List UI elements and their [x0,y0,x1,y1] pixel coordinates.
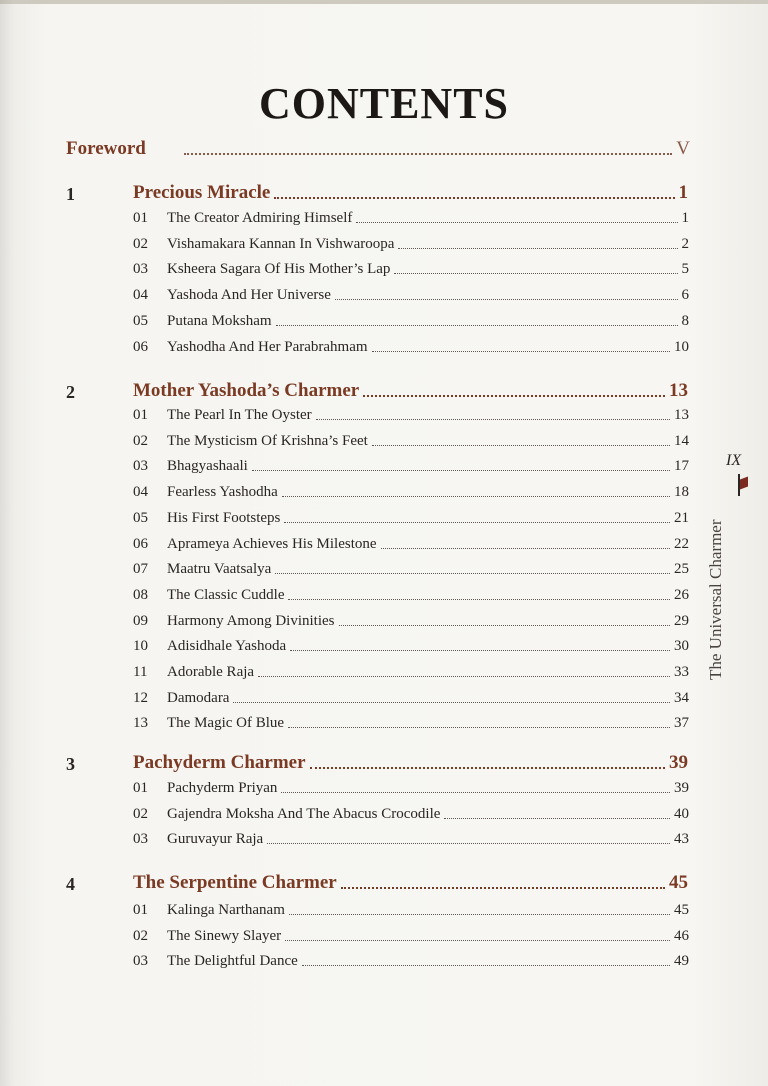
dot-leader [310,767,665,769]
entry-title: Kalinga Narthanam [167,902,285,918]
entry-number: 05 [133,313,148,329]
entry-number: 12 [133,690,148,706]
dot-leader [285,940,670,941]
dot-leader [335,299,678,300]
side-running-header [702,450,762,690]
entry-title: Yashodha And Her Parabrahmam [167,339,368,355]
entry-title: His First Footsteps [167,510,281,526]
foreword-page: V [676,138,690,159]
dot-leader [394,273,677,274]
toc-entry[interactable] [133,638,689,655]
entry-title: Adorable Raja [167,664,255,680]
toc-entry[interactable] [133,806,689,823]
entry-page: 13 [674,407,689,423]
entry-number: 05 [133,510,148,526]
dot-leader [267,843,670,844]
toc-entry[interactable] [133,690,689,707]
entry-page: 6 [681,287,689,303]
toc-entry[interactable] [133,407,689,424]
toc-entry[interactable] [133,902,689,919]
page-title: CONTENTS [258,79,510,128]
entry-page: 30 [674,638,689,654]
entry-page: 8 [681,313,689,329]
entry-page: 5 [681,261,689,277]
entry-number: 03 [133,458,148,474]
toc-entry[interactable] [133,339,689,356]
dot-leader [276,325,678,326]
toc-entry[interactable] [133,458,689,475]
entry-title: Pachyderm Priyan [167,780,278,796]
entry-page: 1 [681,210,689,226]
entry-number: 06 [133,339,148,355]
entry-title: Damodara [167,690,230,706]
entry-title: Fearless Yashodha [167,484,278,500]
toc-entry[interactable] [133,313,689,330]
dot-leader [288,599,670,600]
entry-title: The Classic Cuddle [167,587,285,603]
entry-page: 39 [674,780,689,796]
entry-number: 07 [133,561,148,577]
entry-title: The Magic Of Blue [167,715,285,731]
entry-title: Yashoda And Her Universe [167,287,331,303]
dot-leader [288,727,670,728]
toc-entry[interactable] [133,928,689,945]
dot-leader [356,222,677,223]
entry-page: 18 [674,484,689,500]
dot-leader [363,395,665,397]
entry-page: 40 [674,806,689,822]
toc-entry[interactable] [133,613,689,630]
entry-number: 02 [133,928,148,944]
toc-entry[interactable] [133,561,689,578]
section-number: 1 [66,184,75,204]
dot-leader [233,702,670,703]
entry-number: 01 [133,210,148,226]
page-number-roman: IX [726,452,742,469]
entry-page: 46 [674,928,689,944]
entry-number: 03 [133,261,148,277]
section-title: Pachyderm Charmer [133,752,306,773]
toc-entry[interactable] [133,715,689,732]
entry-number: 09 [133,613,148,629]
section-page: 39 [669,752,688,773]
dot-leader [289,914,670,915]
entry-number: 02 [133,433,148,449]
entry-title: The Pearl In The Oyster [167,407,312,423]
entry-title: Maatru Vaatsalya [167,561,272,577]
entry-number: 10 [133,638,148,654]
entry-title: Aprameya Achieves His Milestone [167,536,377,552]
entry-page: 25 [674,561,689,577]
entry-title: The Sinewy Slayer [167,928,282,944]
entry-page: 17 [674,458,689,474]
toc-entry[interactable] [133,831,689,848]
section-page: 13 [669,380,688,401]
dot-leader [316,419,670,420]
dot-leader [274,197,674,199]
dot-leader [372,445,670,446]
dot-leader [281,792,670,793]
dot-leader [282,496,670,497]
ribbon-mark-icon [740,477,748,490]
entry-number: 01 [133,780,148,796]
dot-leader [275,573,670,574]
section-number: 3 [66,754,75,774]
entry-number: 01 [133,407,148,423]
entry-page: 14 [674,433,689,449]
entry-number: 02 [133,806,148,822]
dot-leader [258,676,670,677]
dot-leader [339,625,671,626]
entry-title: The Creator Admiring Himself [167,210,353,226]
entry-number: 13 [133,715,148,731]
entry-page: 22 [674,536,689,552]
toc-entry[interactable] [133,780,689,797]
entry-number: 04 [133,287,148,303]
toc-entry[interactable] [133,210,689,227]
entry-page: 21 [674,510,689,526]
dot-leader [341,887,665,889]
section-page: 45 [669,872,688,893]
toc-entry[interactable] [133,484,689,501]
entry-page: 34 [674,690,689,706]
entry-title: Harmony Among Divinities [167,613,335,629]
entry-title: Bhagyashaali [167,458,248,474]
entry-page: 43 [674,831,689,847]
entry-number: 08 [133,587,148,603]
toc-entry[interactable] [133,510,689,527]
dot-leader [184,153,672,155]
entry-page: 45 [674,902,689,918]
toc-entry[interactable] [133,953,689,970]
dot-leader [252,470,670,471]
dot-leader [372,351,670,352]
dot-leader [284,522,670,523]
entry-title: Gajendra Moksha And The Abacus Crocodile [167,806,441,822]
entry-title: The Delightful Dance [167,953,298,969]
section-number: 2 [66,382,75,402]
entry-title: Ksheera Sagara Of His Mother’s Lap [167,261,391,277]
entry-number: 02 [133,236,148,252]
entry-page: 29 [674,613,689,629]
entry-page: 37 [674,715,689,731]
toc-section-heading[interactable] [133,752,688,774]
entry-page: 10 [674,339,689,355]
entry-number: 04 [133,484,148,500]
toc-entry[interactable] [133,536,689,553]
toc-section-heading[interactable] [133,380,688,402]
entry-page: 26 [674,587,689,603]
toc-section-heading[interactable] [133,182,688,204]
entry-page: 49 [674,953,689,969]
entry-title: Guruvayur Raja [167,831,264,847]
dot-leader [302,965,670,966]
foreword-label: Foreword [66,138,146,159]
entry-title: The Mysticism Of Krishna’s Feet [167,433,368,449]
dot-leader [381,548,670,549]
toc-entry[interactable] [133,433,689,450]
toc-entry[interactable] [133,236,689,253]
entry-title: Putana Moksham [167,313,272,329]
entry-number: 03 [133,831,148,847]
entry-title: Adisidhale Yashoda [167,638,287,654]
toc-entry[interactable] [133,287,689,304]
toc-entry[interactable] [133,587,689,604]
toc-entry[interactable] [133,664,689,681]
section-number: 4 [66,874,75,894]
dot-leader [290,650,670,651]
toc-section-heading[interactable] [133,872,688,894]
section-title: Mother Yashoda’s Charmer [133,380,360,401]
entry-number: 03 [133,953,148,969]
entry-page: 33 [674,664,689,680]
toc-entry[interactable] [133,261,689,278]
entry-number: 01 [133,902,148,918]
section-title: Precious Miracle [133,182,271,203]
entry-page: 2 [681,236,689,252]
entry-number: 11 [133,664,148,680]
entry-number: 06 [133,536,148,552]
entry-title: Vishamakara Kannan In Vishwaroopa [167,236,395,252]
section-page: 1 [678,182,688,203]
dot-leader [398,248,677,249]
running-book-title: The Universal Charmer [706,519,725,680]
toc-foreword[interactable] [66,138,690,160]
section-title: The Serpentine Charmer [133,872,337,893]
dot-leader [444,818,670,819]
